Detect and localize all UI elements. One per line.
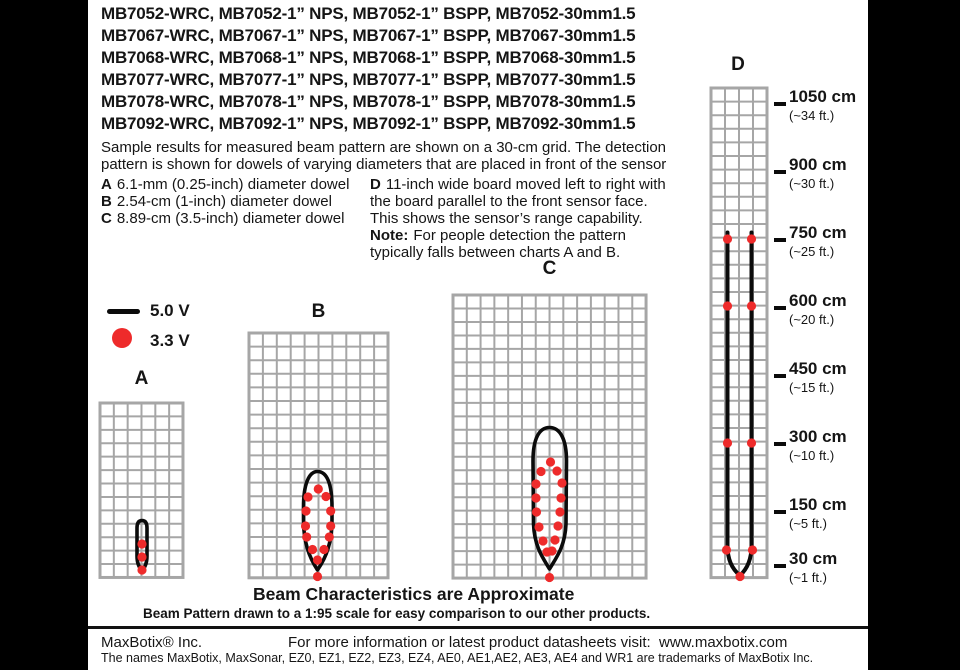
range-label-cm: 450 cm [789, 359, 847, 378]
sample-dot [137, 539, 146, 548]
chart-label-D: D [731, 54, 745, 75]
sample-dot [534, 522, 543, 531]
chart-label-B: B [311, 301, 326, 322]
sample-dot [302, 532, 311, 541]
sample-dot [314, 484, 323, 493]
sample-dot [550, 535, 559, 544]
trademark-line: The names MaxBotix, MaxSonar, EZ0, EZ1, EZ2, EZ3, EZ4, AE0, AE1,AE2, AE3, AE4 and WR1 are trademarks of MaxBotix Inc. [101, 651, 814, 665]
sample-dot [747, 438, 756, 447]
company-name: MaxBotix® Inc. [101, 634, 203, 651]
sample-dot [301, 506, 310, 515]
grid-B [249, 333, 388, 578]
sample-dot [326, 506, 335, 515]
sample-dot [325, 532, 334, 541]
beam-chart-C [453, 295, 646, 582]
sample-dot [556, 493, 565, 502]
sample-dot [321, 492, 330, 501]
beam-chart-B [249, 333, 388, 581]
range-label-ft: (~15 ft.) [789, 380, 835, 395]
legend-dot-label: 3.3 V [150, 331, 190, 350]
range-tick [774, 102, 786, 106]
dowel-text: 8.89-cm (3.5-inch) diameter dowel [116, 210, 345, 227]
sample-dot [555, 507, 564, 516]
chart-label-C: C [542, 258, 557, 279]
sample-dot [313, 572, 322, 581]
board-line: This shows the sensor’s range capability. [370, 210, 643, 227]
grid-D [711, 88, 767, 578]
grid-A [100, 403, 183, 577]
range-label-cm: 300 cm [789, 427, 847, 446]
range-label-cm: 30 cm [789, 549, 838, 568]
model-line: MB7052-WRC, MB7052-1” NPS, MB7052-1” BSPP, MB7052-30mm1.5 [101, 4, 636, 23]
sample-dot [547, 546, 556, 555]
sample-dot [301, 521, 310, 530]
sample-dot [546, 457, 555, 466]
range-label-ft: (~30 ft.) [789, 176, 835, 191]
sample-dot [313, 555, 322, 564]
sample-dot [545, 573, 554, 582]
board-text: 11-inch wide board moved left to right with [385, 176, 666, 193]
sample-dot [538, 536, 547, 545]
range-label-cm: 900 cm [789, 155, 847, 174]
dowel-key: C [101, 210, 112, 227]
sample-dot [723, 234, 732, 243]
legend-line-label: 5.0 V [150, 301, 190, 320]
note-line: typically falls between charts A and B. [370, 244, 621, 261]
sample-dot [747, 301, 756, 310]
intro-line: pattern is shown for dowels of varying diameters that are placed in front of the sensor [101, 156, 667, 173]
sample-dot [722, 545, 731, 554]
beam-chart-D [711, 88, 767, 581]
sample-dot [137, 552, 146, 561]
range-label-cm: 150 cm [789, 495, 847, 514]
model-line: MB7067-WRC, MB7067-1” NPS, MB7067-1” BSPP, MB7067-30mm1.5 [101, 26, 636, 45]
range-label-cm: 600 cm [789, 291, 847, 310]
scale-note: Beam Pattern drawn to a 1:95 scale for easy comparison to our other products. [143, 606, 651, 621]
range-tick [774, 564, 786, 568]
range-label-ft: (~25 ft.) [789, 244, 835, 259]
range-label-cm: 750 cm [789, 223, 847, 242]
note-text: For people detection the pattern [413, 227, 626, 244]
divider [88, 626, 868, 629]
note-label: Note: [370, 227, 409, 244]
model-line: MB7077-WRC, MB7077-1” NPS, MB7077-1” BSPP, MB7077-30mm1.5 [101, 70, 636, 89]
sample-dot [137, 565, 146, 574]
board-line: the board parallel to the front sensor face. [370, 193, 648, 210]
intro-line: Sample results for measured beam pattern are shown on a 30-cm grid. The detection [101, 139, 667, 156]
model-line: MB7078-WRC, MB7078-1” NPS, MB7078-1” BSPP, MB7078-30mm1.5 [101, 92, 636, 111]
sample-dot [303, 492, 312, 501]
sample-dot [748, 545, 757, 554]
sample-dot [723, 301, 732, 310]
sample-dot [531, 493, 540, 502]
sample-dot [723, 438, 732, 447]
chart-label-A: A [134, 368, 149, 389]
sample-dot [536, 467, 545, 476]
sample-dot [308, 545, 317, 554]
sample-dot [553, 521, 562, 530]
sample-dot [552, 466, 561, 475]
dowel-text: 6.1-mm (0.25-inch) diameter dowel [116, 176, 350, 193]
dowel-key: B [101, 193, 112, 210]
dowel-key: A [101, 176, 112, 193]
range-tick [774, 238, 786, 242]
range-label-ft: (~10 ft.) [789, 448, 835, 463]
sample-dot [319, 545, 328, 554]
range-label-ft: (~20 ft.) [789, 312, 835, 327]
range-tick [774, 170, 786, 174]
range-tick [774, 442, 786, 446]
range-tick [774, 374, 786, 378]
sample-dot [735, 572, 744, 581]
approx-heading: Beam Characteristics are Approximate [253, 584, 575, 604]
range-tick [774, 510, 786, 514]
range-tick [774, 306, 786, 310]
range-label-ft: (~5 ft.) [789, 516, 827, 531]
sample-dot [532, 507, 541, 516]
sample-dot [747, 234, 756, 243]
model-line: MB7068-WRC, MB7068-1” NPS, MB7068-1” BSPP, MB7068-30mm1.5 [101, 48, 636, 67]
range-label-cm: 1050 cm [789, 87, 857, 106]
sample-dot [326, 521, 335, 530]
range-label-ft: (~34 ft.) [789, 108, 835, 123]
model-line: MB7092-WRC, MB7092-1” NPS, MB7092-1” BSPP, MB7092-30mm1.5 [101, 114, 636, 133]
range-label-ft: (~1 ft.) [789, 570, 827, 585]
grid-C [453, 295, 646, 578]
sample-dot [557, 478, 566, 487]
dowel-text: 2.54-cm (1-inch) diameter dowel [116, 193, 332, 210]
sample-dot [531, 479, 540, 488]
info-line: For more information or latest product datasheets visit: www.maxbotix.com [288, 634, 788, 651]
beam-chart-A [100, 403, 183, 577]
board-key: D [370, 176, 381, 193]
